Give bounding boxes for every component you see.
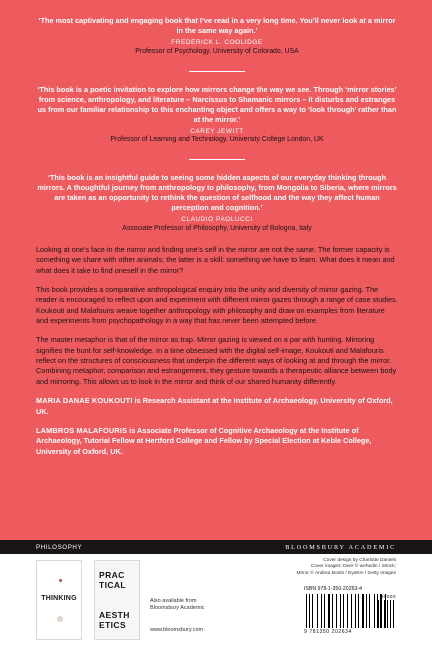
author-bio	[36, 426, 398, 457]
barcode-addon-bars	[378, 600, 396, 628]
barcode-bar	[353, 594, 354, 628]
endorsement-quote	[36, 16, 398, 57]
barcode-bar	[337, 594, 338, 628]
related-book-cover-thinking[interactable]	[36, 560, 82, 640]
barcode-bar	[336, 594, 337, 628]
cover-ornament	[59, 579, 62, 582]
barcode-bar	[355, 594, 356, 628]
credit-line: Mirror © Andrea Bortis / EyeEm / Getty Images	[296, 570, 396, 576]
barcode-bar	[394, 600, 395, 628]
quote-text: ‘This book is an insightful guide to seeing some hidden aspects of our everyday thinking through mirrors. A thoughtful journey from anthropology to philosophy, from Mongolia to Siberia, where mirrors are taken as an opportunity to rethink the question of selfhood and the way they affect human perception and cognition.’	[37, 173, 397, 213]
barcode-bar	[349, 594, 350, 628]
barcode-bar	[332, 594, 333, 628]
barcode-bar	[309, 594, 310, 628]
title-line: ETICS	[99, 619, 127, 630]
barcode-bar	[314, 594, 316, 628]
barcode-bars	[306, 594, 388, 628]
back-cover-text	[36, 0, 398, 466]
barcode-bar	[312, 594, 313, 628]
also-available-line: Also available from	[150, 598, 197, 604]
title-line: AESTH	[99, 610, 130, 620]
title-line: TICAL	[99, 579, 127, 590]
blurb-paragraph: The master metaphor is that of the mirror as trap. Mirror gazing is viewed on a par with hunting. Mirroring signifies the hunt for self-knowledge. In a time obsessed with the digital self-image, Koukouti and Malafouris reflect on the structures of consciousness that underpin the different ways of looking at and through the mirror. Combining metaphor, comparison and estrangement, they gesture towards a therapeutic alliance between body and mirroring. This allows us to look in the mirror and think of our shared humanity differently.	[36, 335, 397, 386]
barcode-bar	[318, 594, 319, 628]
quote-author: CAREY JEWITT	[190, 127, 244, 135]
quote-author: CLAUDIO PAOLUCCI	[181, 216, 253, 224]
also-available-note	[150, 598, 204, 613]
cover-credits	[296, 558, 396, 577]
barcode-bar	[326, 594, 327, 628]
author-bio	[36, 396, 398, 417]
barcode-bar	[343, 594, 344, 628]
back-cover-footer	[0, 554, 432, 648]
barcode-bar	[364, 594, 365, 628]
related-book-title	[99, 611, 130, 631]
barcode-bar	[375, 594, 376, 628]
publisher-website[interactable]: www.bloomsbury.com	[150, 627, 204, 633]
blurb-paragraph: Looking at one’s face in the mirror and finding one’s self in the mirror are not the same. The former capacity is something we share with other animals; the latter is a skill: something we have to learn. What does it mean and what does it take to find oneself in the mirror?	[36, 244, 395, 275]
related-book-title: THINKING	[41, 595, 77, 602]
divider	[189, 71, 245, 72]
barcode-bar	[330, 594, 331, 628]
quote-author-role: Professor of Learning and Technology, University College London, UK	[110, 136, 324, 144]
author-bio-text: is Associate Professor of Cognitive Archaeology at the Institute of Archaeology, Tutorial Fellow at Hertford College and Fellow by Special Election at Keble College, University of Oxford, UK.	[36, 425, 372, 456]
quote-text: ‘This book is a poetic invitation to explore how mirrors change the way we see. Through ‘mirror stories’ from science, anthropology, and literature – Narcissus to Shamanic mirrors – it disturbs and estranges us from our familiar relationship to this enchanting object and offers a way to ‘look through’ rather than at the mirror.’	[37, 84, 397, 124]
credit-line: Cover design by Charlotte Daniels	[323, 558, 396, 563]
endorsement-quote	[36, 173, 398, 234]
isbn-number: ISBN 978-1-350-20263-4	[304, 586, 362, 592]
related-book-cover-practical-aesthetics[interactable]	[94, 560, 140, 640]
barcode-addon-digits: 90000	[380, 594, 396, 599]
barcode-bar	[321, 594, 322, 628]
author-name: MARIA DANAE KOUKOUTI	[36, 396, 133, 406]
barcode-bar	[307, 594, 308, 628]
quote-text: ‘The most captivating and engaging book that I’ve read in a very long time. You’ll never look at a mirror in the same way again.’	[38, 16, 396, 36]
barcode-digits: 9 781350 202634	[304, 629, 352, 635]
credit-line: Cover images: Deer © wehedin / iStock;	[310, 564, 396, 570]
barcode-bar	[360, 594, 361, 628]
author-name: LAMBROS MALAFOURIS	[36, 425, 128, 435]
barcode-bar	[347, 594, 348, 628]
barcode-bar	[341, 594, 342, 628]
related-book-title	[99, 571, 126, 591]
also-available-line: Bloomsbury Academic	[150, 605, 205, 612]
quote-author: FREDERICK L. COOLIDGE	[171, 39, 263, 47]
title-line: PRAC	[99, 570, 125, 580]
quote-author-role: Professor of Psychology, University of Colorado, USA	[135, 47, 299, 55]
barcode-bar	[371, 594, 372, 628]
publisher-name: BLOOMSBURY ACADEMIC	[285, 543, 396, 551]
category-label: PHILOSOPHY	[36, 543, 83, 551]
divider	[189, 159, 245, 160]
barcode-bar	[366, 594, 367, 628]
category-bar	[0, 540, 432, 554]
quote-author-role: Associate Professor of Philosophy, University of Bologna, Italy	[122, 224, 312, 232]
isbn-barcode	[304, 586, 396, 636]
endorsement-quote	[36, 85, 398, 146]
cover-ornament	[57, 616, 63, 622]
blurb-paragraph: This book provides a comparative anthropological enquiry into the unity and diversity of mirror gazing. The reader is encouraged to reflect upon and experiment with different mirror gazes through a range of case studies. Koukouti and Malafouris weave together anthropology with philosophy and draw on examples from literature and experiments from psychopathology in a way that has never been attempted before.	[36, 284, 398, 325]
barcode-bar	[369, 594, 370, 628]
barcode-bar	[324, 594, 325, 628]
author-bio-text: is Research Assistant at the Institute of Archaeology, University of Oxford, UK.	[36, 396, 393, 416]
barcode-bar	[358, 594, 359, 628]
